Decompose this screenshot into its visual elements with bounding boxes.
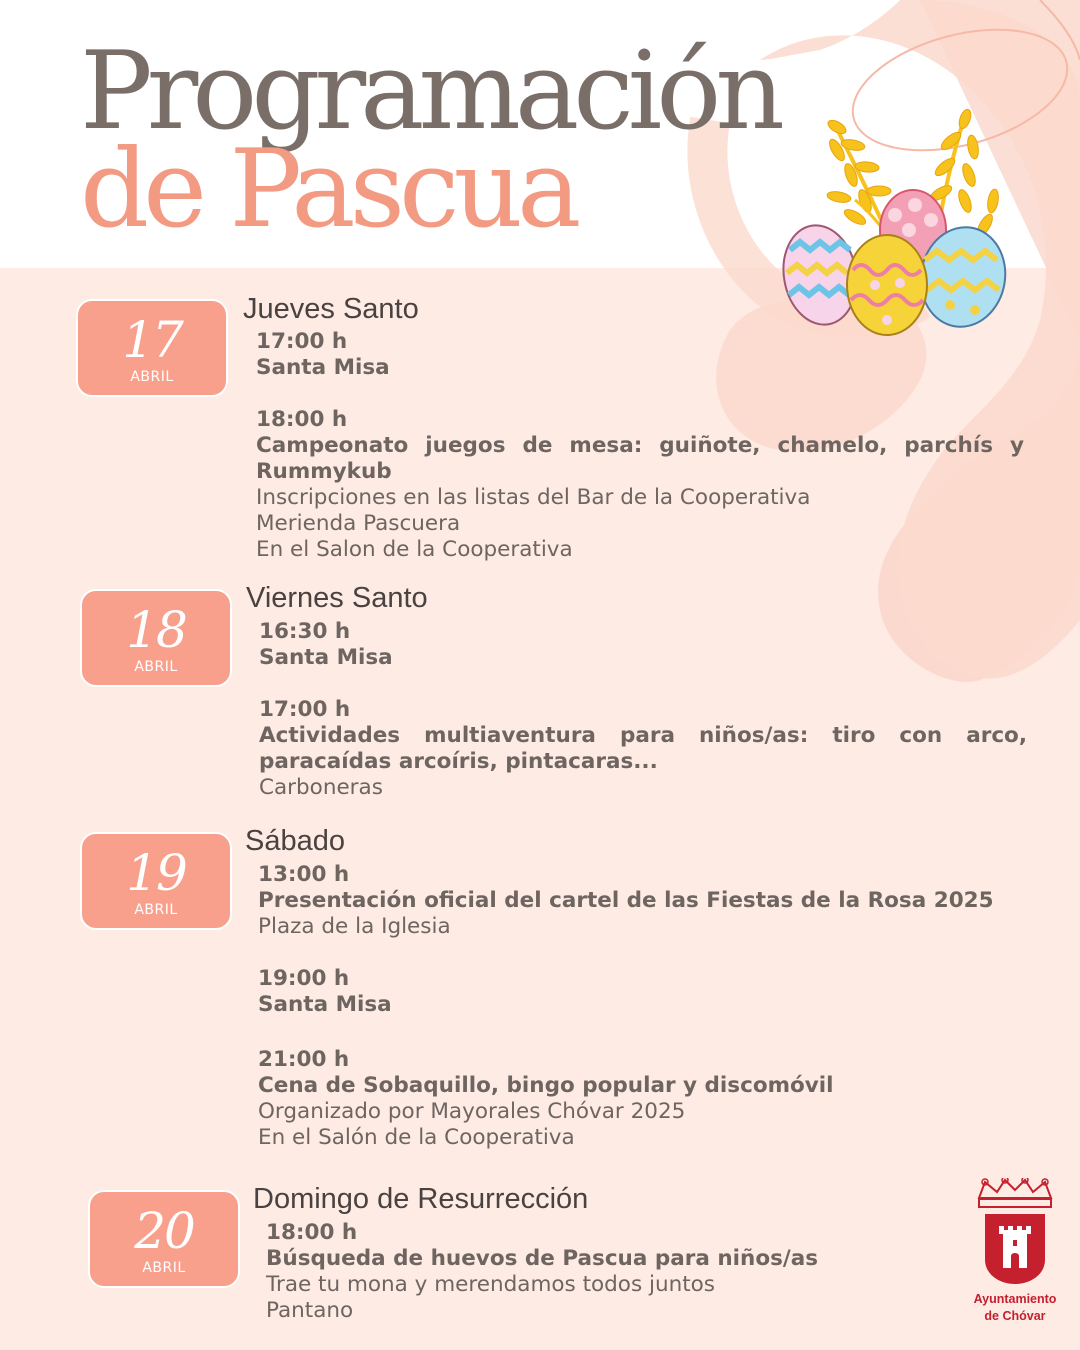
event	[266, 1220, 956, 1324]
day-name: Viernes Santo	[246, 582, 428, 614]
date-day: 19	[126, 844, 186, 902]
event-title: Campeonato juegos de mesa: guiñote, chamelo, parchís y Rummykub	[256, 433, 1024, 484]
event-time: 18:00 h	[256, 407, 348, 432]
event	[258, 966, 1026, 1018]
date-badge	[80, 589, 232, 687]
event-title: Búsqueda de huevos de Pascua para niños/as	[266, 1246, 819, 1271]
date-day: 18	[126, 601, 186, 659]
page-title-line1: Programación	[80, 29, 779, 154]
event-detail: En el Salón de la Cooperativa	[258, 1125, 575, 1150]
event-detail: Plaza de la Iglesia	[258, 914, 451, 939]
event-title: Actividades multiaventura para niños/as: tiro con arco, paracaídas arcoíris, pintacaras...	[259, 723, 1027, 774]
event-time: 17:00 h	[256, 329, 348, 354]
event	[256, 407, 1024, 563]
event-detail: Pantano	[266, 1298, 354, 1323]
event-detail: Organizado por Mayorales Chóvar 2025	[258, 1099, 686, 1124]
event-time: 19:00 h	[258, 966, 350, 991]
event	[258, 1047, 1026, 1151]
coat-of-arms-icon	[973, 1178, 1057, 1286]
event-time: 17:00 h	[259, 697, 351, 722]
event-detail: Inscripciones en las listas del Bar de la Cooperativa	[256, 485, 811, 510]
date-day: 17	[122, 311, 182, 369]
event-detail: Trae tu mona y merendamos todos juntos	[266, 1272, 716, 1297]
date-month: ABRIL	[134, 659, 178, 675]
event-time: 18:00 h	[266, 1220, 358, 1245]
day-name: Domingo de Resurrección	[253, 1183, 589, 1215]
event	[259, 697, 1027, 801]
day-name: Sábado	[245, 825, 345, 857]
event-time: 13:00 h	[258, 862, 350, 887]
event-detail: Merienda Pascuera	[256, 511, 461, 536]
municipal-logo	[970, 1178, 1060, 1328]
event-title: Presentación oficial del cartel de las Fiestas de la Rosa 2025	[258, 888, 994, 913]
page-title-line2: de Pascua	[80, 127, 576, 252]
event-title: Cena de Sobaquillo, bingo popular y discomóvil	[258, 1073, 834, 1098]
event-title: Santa Misa	[259, 645, 393, 670]
date-badge	[80, 832, 232, 930]
event-title: Santa Misa	[256, 355, 390, 380]
date-month: ABRIL	[130, 369, 174, 385]
event-detail: Carboneras	[259, 775, 383, 800]
logo-text-line1: Ayuntamiento	[973, 1292, 1057, 1306]
event	[259, 619, 1027, 671]
logo-text-line2: de Chóvar	[984, 1309, 1046, 1323]
event-detail: En el Salon de la Cooperativa	[256, 537, 573, 562]
event-time: 16:30 h	[259, 619, 351, 644]
date-month: ABRIL	[134, 902, 178, 918]
event	[258, 862, 1026, 940]
day-name: Jueves Santo	[243, 293, 419, 325]
date-badge	[76, 299, 228, 397]
event-time: 21:00 h	[258, 1047, 350, 1072]
event-title: Santa Misa	[258, 992, 392, 1017]
date-month: ABRIL	[142, 1260, 186, 1276]
easter-eggs-wheat-icon	[775, 105, 1020, 345]
date-day: 20	[134, 1202, 194, 1260]
date-badge	[88, 1190, 240, 1288]
event	[256, 329, 1024, 381]
